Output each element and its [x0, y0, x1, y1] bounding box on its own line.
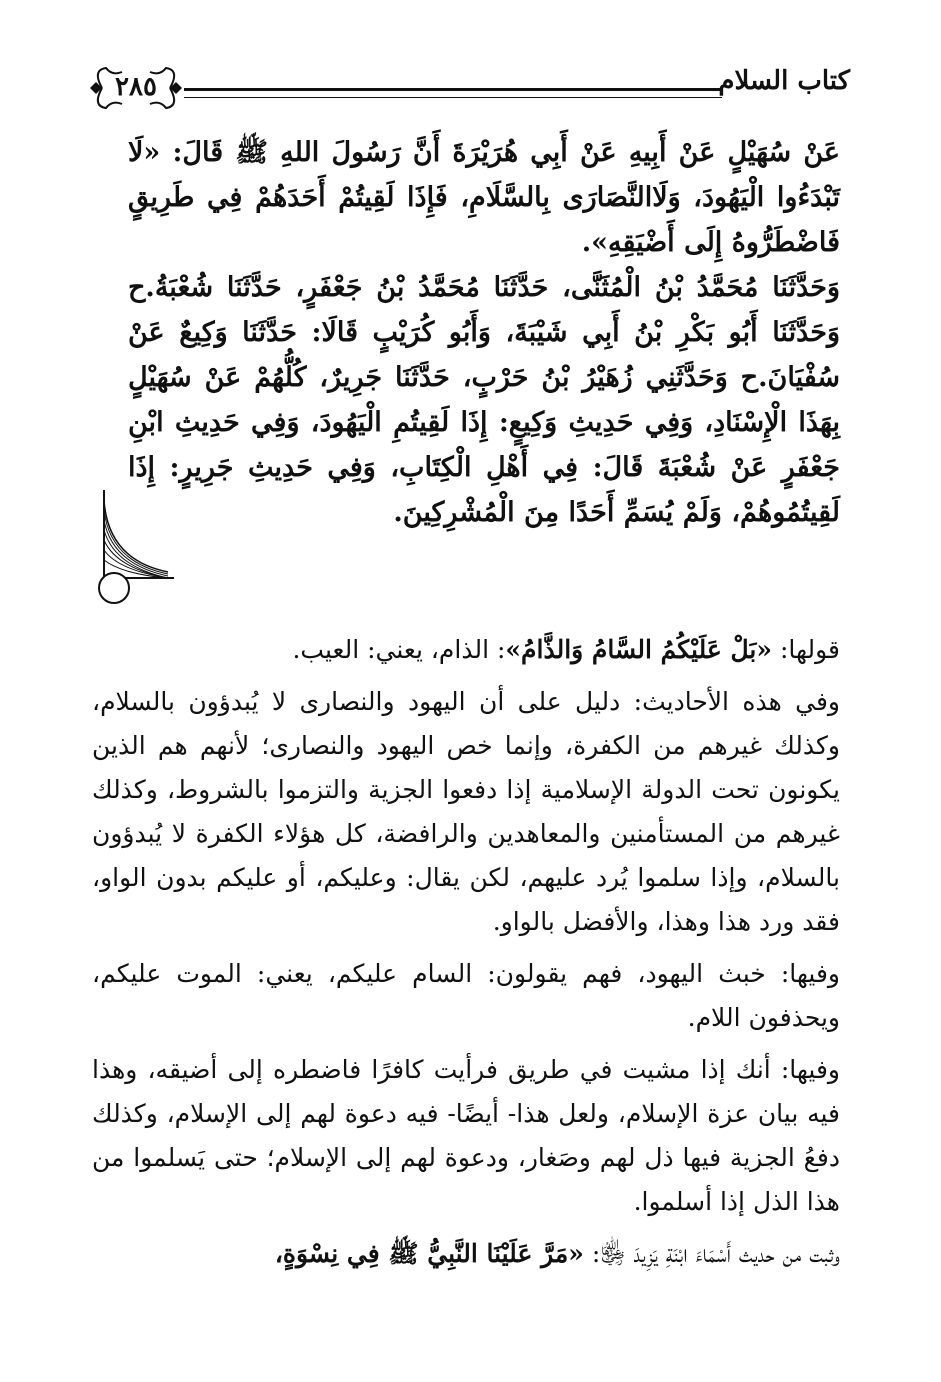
commentary-paragraph: [92, 1232, 840, 1276]
hadith-paragraph: عَنْ سُهَيْلٍ عَنْ أَبِيهِ عَنْ أَبِي هُرَيْرَةَ أَنَّ رَسُولَ اللهِ ﷺ قَالَ: «لَا تَبْدَءُوا الْيَهُودَ، وَلَاالنَّصَارَى بِالسَّلَامِ، فَإِذَا لَقِيتُمْ أَحَدَهُمْ فِي طَرِيقٍ فَاضْطَرُّوهُ إِلَى أَضْيَقِهِ».: [128, 137, 840, 258]
page-header: [88, 62, 850, 118]
commentary-paragraph: وفيها: أنك إذا مشيت في طريق فرأيت كافرًا فاضطره إلى أضيقه، وهذا فيه بيان عزة الإسلام، ولعل هذا- أيضًا- فيه دعوة لهم إلى الإسلام، وكذلك دفعُ الجزية فيها ذل لهم وصَغار، ودعوة لهم إلى الإسلام؛ حتى يَسلموا من هذا الذل إذا أسلموا.: [92, 1055, 840, 1216]
commentary-rest: : الذام، يعني: العيب.: [292, 635, 506, 664]
commentary-lead: قولها:: [772, 635, 840, 664]
hadith-paragraph: وَحَدَّثَنَا مُحَمَّدُ بْنُ الْمُثَنَّى، حَدَّثَنَا مُحَمَّدُ بْنُ جَعْفَرٍ، حَدَّثَنَا شُعْبَةُ.ح وَحَدَّثَنَا أَبُو بَكْرِ بْنُ أَبِي شَيْبَةَ، وَأَبُو كُرَيْبٍ قَالَا: حَدَّثَنَا وَكِيعٌ عَنْ سُفْيَانَ.ح وَحَدَّثَنِي زُهَيْرُ بْنُ حَرْبٍ، حَدَّثَنَا جَرِيرٌ، كُلُّهُمْ عَنْ سُهَيْلٍ بِهَذَا الْإِسْنَادِ، وَفِي حَدِيثِ وَكِيعٍ: إِذَا لَقِيتُمِ الْيَهُودَ، وَفِي حَدِيثِ ابْنِ جَعْفَرٍ عَنْ شُعْبَةَ قَالَ: فِي أَهْلِ الْكِتَابِ، وَفِي حَدِيثِ جَرِيرٍ: إِذَا لَقِيتُمُوهُمْ، وَلَمْ يُسَمِّ أَحَدًا مِنَ الْمُشْرِكِينَ.: [128, 272, 840, 528]
header-rule: [184, 88, 722, 98]
commentary-lead: وثبت من حديث أَسْمَاءَ ابْنَةِ يَزِيدَ ﵂:: [583, 1239, 840, 1268]
commentary-text: [92, 628, 840, 1284]
commentary-paragraph: وفيها: خبث اليهود، فهم يقولون: السام عليكم، يعني: الموت عليكم، ويحذفون اللام.: [92, 959, 840, 1032]
hadith-text: [128, 130, 840, 535]
ornamental-frame-icon: [88, 62, 184, 114]
quoted-phrase: «مَرَّ عَلَيْنَا النَّبِيُّ ﷺ فِي نِسْوَةٍ،: [274, 1239, 584, 1268]
commentary-paragraph: [92, 628, 840, 672]
corner-ornament-icon: [98, 490, 178, 610]
quoted-phrase: «بَلْ عَلَيْكُمُ السَّامُ وَالذَّامُ»: [505, 635, 772, 664]
page-number: ٢٨٥: [115, 72, 157, 102]
commentary-paragraph: وفي هذه الأحاديث: دليل على أن اليهود والنصارى لا يُبدؤون بالسلام، وكذلك غيرهم من الكفرة، وإنما خص اليهود والنصارى؛ لأنهم هم الذين يكونون تحت الدولة الإسلامية إذا دفعوا الجزية والتزموا بالشروط، وكذلك غيرهم من المستأمنين والمعاهدين والرافضة، كل هؤلاء الكفرة لا يُبدؤون بالسلام، وإذا سلموا يُرد عليهم، لكن يقال: وعليكم، أو عليكم بدون الواو، فقد ورد هذا وهذا، والأفضل بالواو.: [92, 687, 840, 936]
chapter-title: كتاب السلام: [718, 66, 850, 96]
